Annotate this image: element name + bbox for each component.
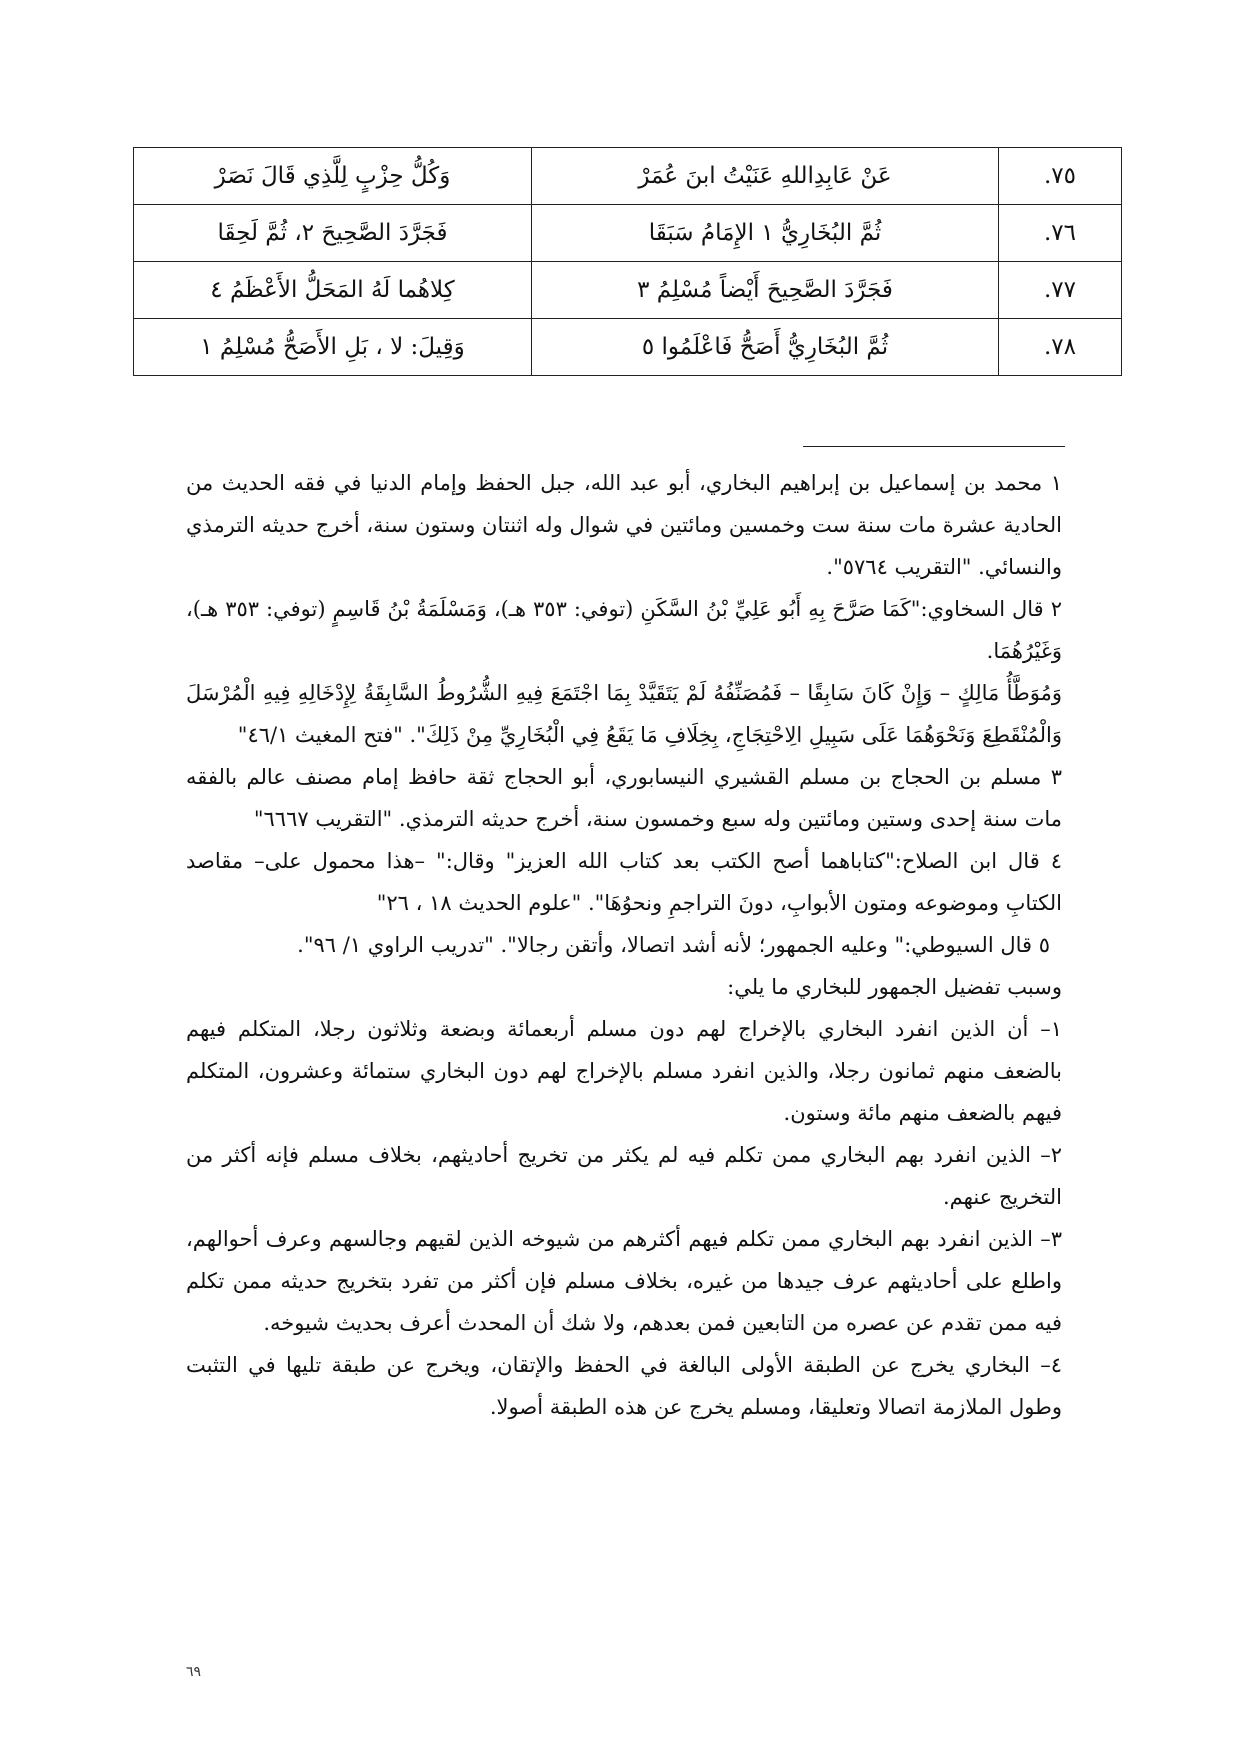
verse-table — [133, 147, 1122, 376]
reason-4: ٤– البخاري يخرج عن الطبقة الأولى البالغة في الحفظ والإتقان، ويخرج عن طبقة تليها في التثبت وطول الملازمة اتصالا وتعليقا، ومسلم يخرج عن هذه الطبقة أصولا. — [186, 1353, 1062, 1419]
footnote-2-quote: وَمُوَطَّأُ مَالِكٍ – وَإِنْ كَانَ سَابِقًا – فَمُصَنِّفُهُ لَمْ يَتَقَيَّدْ بِمَا اجْتَمَعَ فِيهِ الشُّرُوطُ السَّابِقَةُ لِإِدْخَالِهِ فِيهِ الْمُرْسَلَ وَالْمُنْقَطِعَ وَنَحْوَهُمَا عَلَى سَبِيلِ الِاحْتِجَاجِ، بِخِلَافِ مَا يَقَعُ فِي الْبُخَارِيِّ مِنْ ذَلِكَ". "فتح المغيث ٤٦/١" — [186, 681, 1062, 747]
verse-row — [134, 205, 1122, 262]
page-number: ٦٩ — [186, 1664, 202, 1680]
verse-second-hemistich: كِلاهُما لَهُ المَحَلُّ الأَعْظَمُ ٤ — [134, 262, 532, 319]
verse-number: ٧٧. — [999, 262, 1122, 319]
verse-first-hemistich: ثُمَّ البُخَارِيُّ أَصَحُّ فَاعْلَمُوا ٥ — [532, 319, 999, 376]
reason-1: ١– أن الذين انفرد البخاري بالإخراج لهم دون مسلم أربعمائة وبضعة وثلاثون رجلا، المتكلم فيهم بالضعف منهم ثمانون رجلا، والذين انفرد مسلم بالإخراج لهم دون البخاري ستمائة وعشرون، المتكلم فيهم بالضعف منهم مائة وستون. — [186, 1017, 1062, 1125]
verse-row — [134, 262, 1122, 319]
footnote-separator — [803, 446, 1065, 447]
footnote-3: ٣ مسلم بن الحجاج بن مسلم القشيري النيسابوري، أبو الحجاج ثقة حافظ إمام مصنف عالم بالفقه مات سنة إحدى وستين ومائتين وله سبع وخمسون سنة، أخرج حديثه الترمذي. "التقريب ٦٦٦٧" — [186, 765, 1062, 831]
footnote-4: ٤ قال ابن الصلاح:"كتاباهما أصح الكتب بعد كتاب الله العزيز" وقال:" –هذا محمول على– مقاصد الكتابِ وموضوعه ومتون الأبوابِ، دونَ التراجمِ ونحوُهَا". "علوم الحديث ١٨ ، ٢٦" — [186, 849, 1062, 915]
verse-second-hemistich: فَجَرَّدَ الصَّحِيحَ ٢، ثُمَّ لَحِقَا — [134, 205, 532, 262]
footnote-5: ٥ قال السيوطي:" وعليه الجمهور؛ لأنه أشد اتصالا، وأتقن رجالا". "تدريب الراوي ١/ ٩٦". — [297, 933, 1050, 957]
verse-first-hemistich: فَجَرَّدَ الصَّحِيحَ أَيْضاً مُسْلِمُ ٣ — [532, 262, 999, 319]
verse-row — [134, 319, 1122, 376]
footnote-1: ١ محمد بن إسماعيل بن إبراهيم البخاري، أبو عبد الله، جبل الحفظ وإمام الدنيا في فقه الحديث من الحادية عشرة مات سنة ست وخمسين ومائتين في شوال وله اثنتان وستون سنة، أخرج حديثه الترمذي والنسائي. "التقريب ٥٧٦٤". — [186, 471, 1062, 579]
verse-first-hemistich: عَنْ عَابِدِاللهِ عَنَيْتُ ابنَ عُمَرْ — [532, 148, 999, 205]
reason-2: ٢– الذين انفرد بهم البخاري ممن تكلم فيه لم يكثر من تخريج أحاديثهم، بخلاف مسلم فإنه أكثر من التخريج عنهم. — [186, 1143, 1062, 1209]
section-intro: وسبب تفضيل الجمهور للبخاري ما يلي: — [727, 975, 1062, 999]
page-body — [186, 462, 1062, 1428]
verse-second-hemistich: وَقِيلَ: لا ، بَلِ الأَصَحُّ مُسْلِمُ ١ — [134, 319, 532, 376]
verse-number: ٧٥. — [999, 148, 1122, 205]
verse-number: ٧٦. — [999, 205, 1122, 262]
verse-number: ٧٨. — [999, 319, 1122, 376]
reason-3: ٣– الذين انفرد بهم البخاري ممن تكلم فيهم أكثرهم من شيوخه الذين لقيهم وجالسهم وعرف أحوالهم، واطلع على أحاديثهم عرف جيدها من غيره، بخلاف مسلم فإن أكثر من تفرد بتخريج حديثه ممن تكلم فيه ممن تقدم عن عصره من التابعين فمن بعدهم، ولا شك أن المحدث أعرف بحديث شيوخه. — [186, 1227, 1062, 1335]
verse-second-hemistich: وَكُلُّ حِزْبٍ لِلَّذِي قَالَ نَصَرْ — [134, 148, 532, 205]
verse-row — [134, 148, 1122, 205]
footnote-2: ٢ قال السخاوي:"كَمَا صَرَّحَ بِهِ أَبُو عَلِيِّ بْنُ السَّكَنِ (توفي: ٣٥٣ هـ)، وَمَسْلَمَةُ بْنُ قَاسِمٍ (توفي: ٣٥٣ هـ)، وَغَيْرُهُمَا. — [186, 597, 1062, 663]
verse-first-hemistich: ثُمَّ البُخَارِيُّ ١ الإِمَامُ سَبَقَا — [532, 205, 999, 262]
